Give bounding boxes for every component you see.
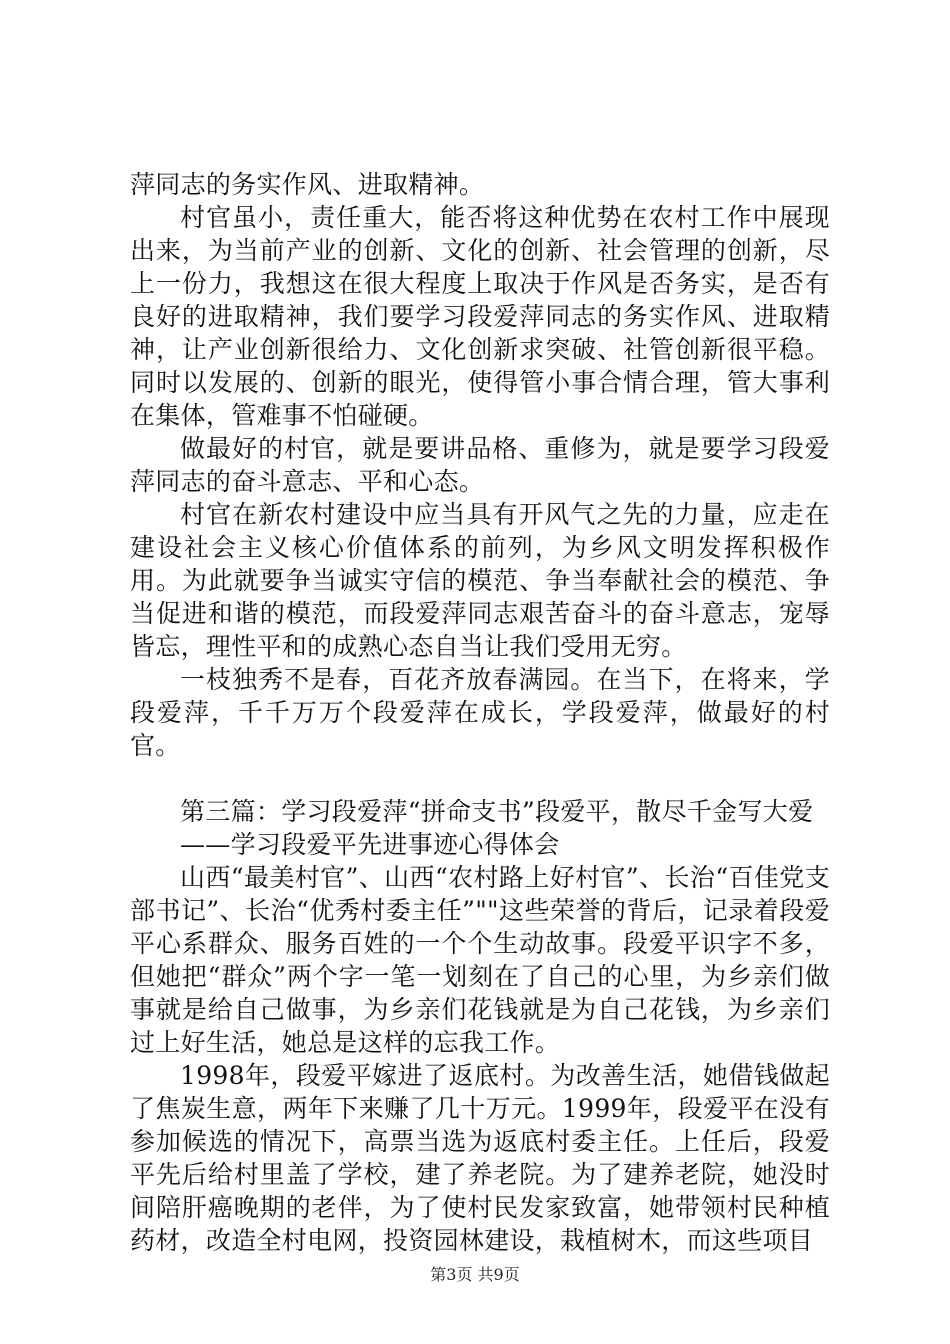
paragraph: 村官在新农村建设中应当具有开风气之先的力量，应走在建设社会主义核心价值体系的前列，为乡风文明发挥积极作用。为此就要争当诚实守信的模范、争当奉献社会的模范、争当促进和谐的模范，而段爱萍同志艰苦奋斗的奋斗意志，宠辱皆忘，理性平和的成熟心态自当让我们受用无穷。	[130, 500, 830, 661]
page-number-footer: 第3页 共9页	[430, 1265, 520, 1284]
paragraph: 山西“最美村官”、山西“农村路上好村官”、长治“百佳党支部书记”、长治“优秀村委主任”""这些荣誉的背后，记录着段爱平心系群众、服务百姓的一个个生动故事。段爱平识字不多，但她把“群众”两个字一笔一划刻在了自己的心里，为乡亲们做事就是给自己做事，为乡亲们花钱就是为自己花钱，为乡亲们过上好生活，她总是这样的忘我工作。	[130, 863, 830, 1057]
section-subtitle: ——学习段爱平先进事迹心得体会	[180, 830, 560, 859]
document-body	[130, 168, 830, 1257]
paragraph: 1998年，段爱平嫁进了返底村。为改善生活，她借钱做起了焦炭生意，两年下来赚了几十万元。1999年，段爱平在没有参加候选的情况下，高票当选为返底村委主任。上任后，段爱平先后给村里盖了学校，建了养老院。为了建养老院，她没时间陪肝癌晚期的老伴，为了使村民发家致富，她带领村民种植药材，改造全村电网，投资园林建设，栽植树木，而这些项目	[130, 1061, 830, 1255]
paragraph-continuation: 萍同志的务实作风、进取精神。	[130, 170, 485, 199]
paragraph: 一枝独秀不是春，百花齐放春满园。在当下，在将来，学段爱萍，千千万万个段爱萍在成长，学段爱萍，做最好的村官。	[130, 665, 830, 760]
paragraph: 村官虽小，责任重大，能否将这种优势在农村工作中展现出来，为当前产业的创新、文化的创新、社会管理的创新，尽上一份力，我想这在很大程度上取决于作风是否务实，是否有良好的进取精神，我们要学习段爱萍同志的务实作风、进取精神，让产业创新很给力、文化创新求突破、社管创新很平稳。同时以发展的、创新的眼光，使得管小事合情合理，管大事利在集体，管难事不怕碰硬。	[130, 203, 830, 430]
paragraph: 做最好的村官，就是要讲品格、重修为，就是要学习段爱萍同志的奋斗意志、平和心态。	[130, 434, 830, 496]
section-title: 第三篇：学习段爱萍“拼命支书”段爱平，散尽千金写大爱	[180, 797, 814, 826]
